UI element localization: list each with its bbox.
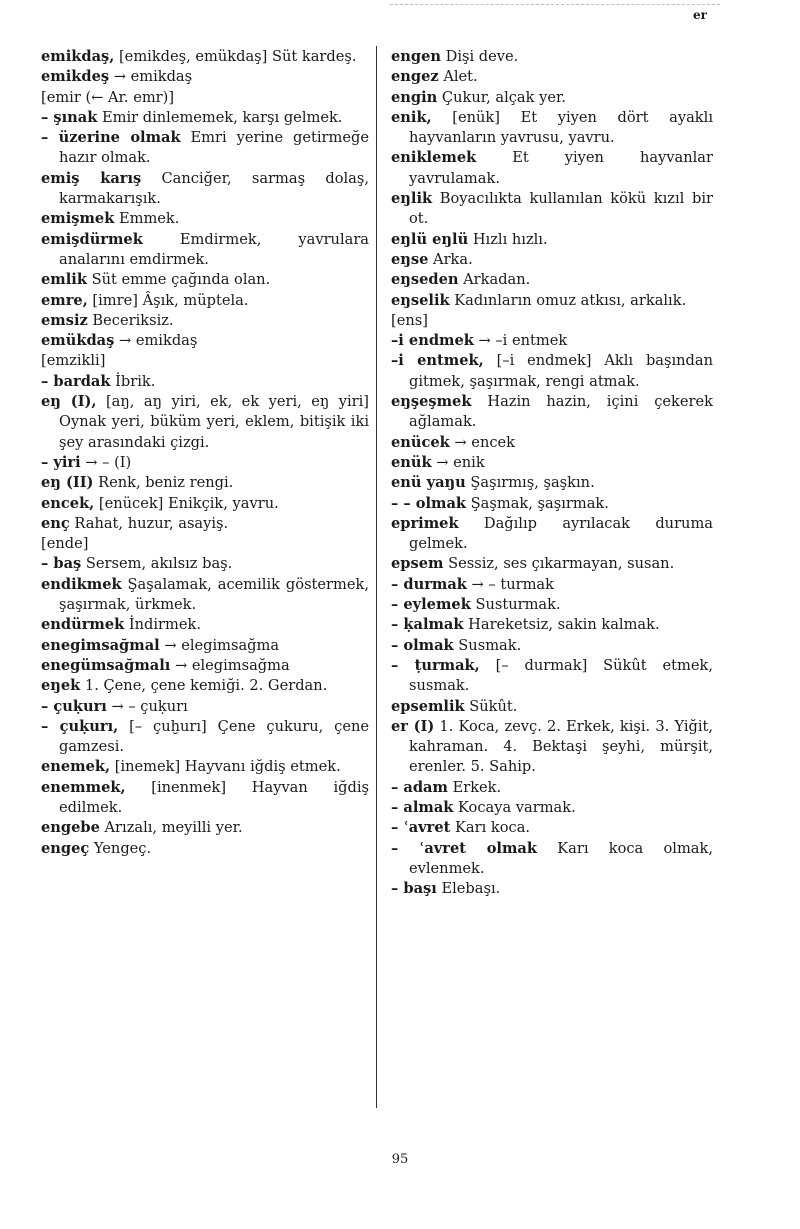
dictionary-entry xyxy=(391,291,713,311)
dictionary-entry xyxy=(391,514,713,555)
entry-definition: Susmak. xyxy=(453,636,522,654)
entry-definition: Dişi deve. xyxy=(441,48,519,65)
entry-definition: Hazin hazin, içini çekerek ağlamak. xyxy=(409,393,713,431)
dictionary-entry xyxy=(391,47,713,67)
entry-headword: eŋşeşmek xyxy=(391,393,472,411)
entry-definition: Şaşırmış, şaşkın. xyxy=(465,474,595,492)
dictionary-entry xyxy=(391,818,713,838)
entry-headword: – ḳalmak xyxy=(391,616,464,634)
dictionary-entry xyxy=(41,311,369,331)
dictionary-entry xyxy=(391,494,713,514)
dictionary-entry xyxy=(391,148,713,189)
entry-definition: [inemek] Hayvanı iğdiş etmek. xyxy=(110,758,341,776)
dictionary-entry xyxy=(391,656,713,697)
entry-definition: Boyacılıkta kullanılan kökü kızıl bir ot. xyxy=(409,190,713,228)
entry-headword: – – olmak xyxy=(391,494,467,512)
entry-definition: Arka. xyxy=(428,250,473,268)
entry-headword: enücek xyxy=(391,433,450,451)
entry-definition: Sessiz, ses çıkarmayan, susan. xyxy=(443,555,675,573)
entry-definition: → elegimsağma xyxy=(159,636,280,654)
dictionary-entry xyxy=(391,615,713,635)
entry-definition: Elebaşı. xyxy=(436,880,501,898)
top-rule xyxy=(390,4,720,5)
entry-definition: 1. Çene, çene kemiği. 2. Gerdan. xyxy=(80,677,328,695)
dictionary-entry xyxy=(391,473,713,493)
entry-headword: encek, xyxy=(41,494,95,512)
entry-definition: Arkadan. xyxy=(458,271,531,289)
dictionary-entry xyxy=(391,717,713,778)
entry-definition: Karı koca olmak, evlenmek. xyxy=(409,839,713,877)
entry-definition: Emmek. xyxy=(114,210,180,228)
entry-definition: Yengeç. xyxy=(89,839,152,857)
entry-headword: –i entmek, xyxy=(391,352,484,370)
entry-definition: → encek xyxy=(449,433,515,451)
dictionary-entry xyxy=(391,453,713,473)
entry-definition: 1. Koca, zevç. 2. Erkek, kişi. 3. Yiğit, kahraman. 4. Bektaşi şeyhi, mürşit, erenler. 5. Sahip. xyxy=(409,717,714,776)
entry-headword: epsemlik xyxy=(391,697,465,715)
entry-definition: [ens] xyxy=(391,311,428,329)
page-number: 95 xyxy=(391,1152,409,1167)
entry-headword: epsem xyxy=(391,555,444,573)
dictionary-entry xyxy=(41,209,369,229)
dictionary-entry xyxy=(391,778,713,798)
entry-definition: İbrik. xyxy=(110,372,156,390)
dictionary-entry xyxy=(41,392,369,453)
entry-definition: Kadınların omuz atkısı, arkalık. xyxy=(449,291,687,309)
entry-definition: Hareketsiz, sakin kalmak. xyxy=(463,616,660,634)
entry-headword: enç xyxy=(41,514,70,532)
entry-headword: – almak xyxy=(391,798,454,816)
entry-headword: – çuḳurı, xyxy=(41,717,119,735)
dictionary-entry xyxy=(41,615,369,635)
entry-headword: – çuḳurı xyxy=(41,697,107,715)
entry-headword: emlik xyxy=(41,271,87,289)
dictionary-entry xyxy=(41,778,369,819)
entry-headword: emre, xyxy=(41,291,88,309)
dictionary-entry xyxy=(391,879,713,899)
entry-headword: emikdaş, xyxy=(41,48,115,65)
dictionary-entry xyxy=(391,189,713,230)
dictionary-entry xyxy=(391,270,713,290)
entry-headword: engin xyxy=(391,88,438,106)
dictionary-entry xyxy=(391,351,713,392)
entry-headword: emişdürmek xyxy=(41,230,143,248)
dictionary-entry xyxy=(41,230,369,271)
dictionary-entry xyxy=(41,656,369,676)
entry-headword: – başı xyxy=(391,880,437,898)
dictionary-entry xyxy=(391,331,713,351)
entry-headword: – ṭurmak, xyxy=(391,656,480,674)
entry-headword: eŋseden xyxy=(391,271,459,289)
entry-definition: [–i endmek] Aklı başından gitmek, şaşırmak, rengi atmak. xyxy=(409,352,713,390)
left-column xyxy=(41,47,369,859)
entry-headword: – eylemek xyxy=(391,596,471,614)
entry-headword: emişmek xyxy=(41,210,115,228)
entry-definition: → – (I) xyxy=(80,453,132,471)
dictionary-entry xyxy=(41,494,369,514)
running-head: er xyxy=(693,8,707,22)
entry-headword: enemek, xyxy=(41,758,111,776)
entry-definition: Karı koca. xyxy=(450,819,531,837)
entry-definition: Rahat, huzur, asayiş. xyxy=(69,514,229,532)
entry-headword: engez xyxy=(391,68,439,86)
entry-definition: [emir (← Ar. emr)] xyxy=(41,88,175,106)
dictionary-entry xyxy=(391,595,713,615)
entry-headword: eprimek xyxy=(391,514,459,532)
dictionary-entry xyxy=(41,757,369,777)
dictionary-entry xyxy=(41,636,369,656)
entry-definition: Alet. xyxy=(438,68,478,86)
entry-headword: enü yaŋu xyxy=(391,474,466,492)
entry-definition: Hızlı hızlı. xyxy=(468,230,548,248)
right-column xyxy=(391,47,713,899)
entry-definition: Dağılıp ayrılacak duruma gelmek. xyxy=(409,514,713,553)
dictionary-entry xyxy=(41,47,369,67)
entry-definition: [inenmek] Hayvan iğdiş edilmek. xyxy=(59,778,369,816)
dictionary-entry xyxy=(391,575,713,595)
dictionary-entry xyxy=(391,554,713,574)
entry-definition: Emir dinlememek, karşı gelmek. xyxy=(97,108,343,126)
entry-headword: emsiz xyxy=(41,311,88,329)
dictionary-entry xyxy=(41,839,369,859)
entry-definition: Beceriksiz. xyxy=(87,311,174,329)
entry-definition: [– çuḫurı] Çene çukuru, çene gamzesi. xyxy=(59,717,370,756)
entry-headword: enük xyxy=(391,453,432,471)
dictionary-entry xyxy=(41,291,369,311)
dictionary-entry xyxy=(41,453,369,473)
entry-definition: [emzikli] xyxy=(41,352,106,370)
entry-headword: eŋselik xyxy=(391,291,450,309)
dictionary-entry xyxy=(41,108,369,128)
entry-headword: – adam xyxy=(391,778,448,796)
entry-headword: – ʿavret xyxy=(391,819,451,837)
entry-definition: [enücek] Enikçik, yavru. xyxy=(94,494,279,512)
dictionary-entry xyxy=(41,372,369,392)
dictionary-entry xyxy=(41,473,369,493)
entry-definition: [imre] Âşık, müptela. xyxy=(87,291,249,309)
dictionary-entry xyxy=(41,717,369,758)
column-divider xyxy=(376,46,377,1108)
dictionary-entry xyxy=(391,88,713,108)
dictionary-entry xyxy=(41,331,369,351)
dictionary-entry xyxy=(391,433,713,453)
entry-headword: eŋek xyxy=(41,677,81,695)
dictionary-entry xyxy=(391,798,713,818)
entry-definition: → emikdaş xyxy=(109,68,193,86)
entry-headword: – baş xyxy=(41,555,82,573)
entry-definition: [enük] Et yiyen dört ayaklı hayvanların yavrusu, yavru. xyxy=(409,108,713,147)
entry-headword: enegümsağmalı xyxy=(41,656,171,674)
entry-definition: Kocaya varmak. xyxy=(453,798,576,816)
entry-headword: emiş karış xyxy=(41,169,142,187)
entry-headword: endürmek xyxy=(41,616,125,634)
entry-headword: – şınak xyxy=(41,108,98,126)
entry-definition: Sersem, akılsız baş. xyxy=(81,555,233,573)
entry-headword: emikdeş xyxy=(41,68,110,86)
entry-headword: enegimsağmal xyxy=(41,636,160,654)
entry-headword: enik, xyxy=(391,108,432,126)
entry-definition: → – çuḳurı xyxy=(106,697,188,715)
entry-definition: Susturmak. xyxy=(470,596,561,614)
entry-definition: Canciğer, sarmaş dolaş, karmakarışık. xyxy=(59,169,369,208)
entry-definition: Et yiyen hayvanlar yavrulamak. xyxy=(409,149,713,187)
entry-definition: [ende] xyxy=(41,535,89,553)
dictionary-entry xyxy=(41,554,369,574)
dictionary-entry xyxy=(41,697,369,717)
entry-definition: İndirmek. xyxy=(124,616,201,634)
entry-headword: –i endmek xyxy=(391,332,474,350)
entry-definition: → emikdaş xyxy=(114,332,198,350)
dictionary-entry xyxy=(391,392,713,433)
entry-headword: er (I) xyxy=(391,717,435,735)
entry-definition: [– durmak] Sükût etmek, susmak. xyxy=(409,656,713,695)
dictionary-entry xyxy=(41,128,369,169)
dictionary-entry xyxy=(391,108,713,149)
entry-headword: emükdaş xyxy=(41,332,115,350)
dictionary-entry xyxy=(41,169,369,210)
entry-headword: eŋlü eŋlü xyxy=(391,230,469,248)
entry-definition: → enik xyxy=(431,453,485,471)
entry-definition: → – turmak xyxy=(466,575,554,593)
dictionary-entry xyxy=(41,514,369,534)
entry-headword: eŋ (I), xyxy=(41,393,97,411)
dictionary-entry xyxy=(41,88,369,108)
entry-definition: Şaşalamak, acemilik göstermek, şaşırmak, ürkmek. xyxy=(59,575,369,614)
dictionary-entry xyxy=(391,697,713,717)
dictionary-entry xyxy=(41,818,369,838)
entry-headword: eŋ (II) xyxy=(41,474,94,492)
entry-headword: engeç xyxy=(41,839,90,857)
entry-definition: [aŋ, aŋ yiri, ek, ek yeri, eŋ yiri] Oynak yeri, büküm yeri, eklem, bitişik iki şey arasındaki çizgi. xyxy=(59,393,369,451)
dictionary-entry xyxy=(391,311,713,331)
entry-definition: → –i entmek xyxy=(473,332,568,350)
entry-headword: eŋse xyxy=(391,250,429,268)
entry-headword: eŋlik xyxy=(391,190,433,208)
entry-headword: eniklemek xyxy=(391,149,477,167)
entry-definition: [emikdeş, emükdaş] Süt kardeş. xyxy=(114,48,357,65)
entry-definition: Emri yerine getirmeğe hazır olmak. xyxy=(59,129,369,167)
entry-headword: – yiri xyxy=(41,453,81,471)
entry-headword: – bardak xyxy=(41,372,111,390)
dictionary-entry xyxy=(391,636,713,656)
entry-definition: Renk, beniz rengi. xyxy=(93,474,234,492)
entry-definition: Çukur, alçak yer. xyxy=(437,88,566,106)
entry-headword: engebe xyxy=(41,819,100,837)
entry-headword: endikmek xyxy=(41,575,122,593)
entry-headword: – ʿavret olmak xyxy=(391,839,537,857)
entry-headword: – olmak xyxy=(391,636,454,654)
entry-definition: Erkek. xyxy=(447,778,502,796)
entry-definition: Şaşmak, şaşırmak. xyxy=(466,494,609,512)
entry-definition: → elegimsağma xyxy=(170,656,290,674)
dictionary-entry xyxy=(391,250,713,270)
dictionary-entry xyxy=(41,676,369,696)
entry-definition: Arızalı, meyilli yer. xyxy=(99,819,243,837)
dictionary-entry xyxy=(41,270,369,290)
dictionary-entry xyxy=(41,67,369,87)
dictionary-entry xyxy=(41,575,369,616)
entry-definition: Sükût. xyxy=(464,697,518,715)
dictionary-entry xyxy=(41,534,369,554)
dictionary-entry xyxy=(391,230,713,250)
entry-definition: Süt emme çağında olan. xyxy=(86,271,271,289)
entry-headword: – durmak xyxy=(391,575,467,593)
entry-headword: enemmek, xyxy=(41,778,126,796)
dictionary-entry xyxy=(391,67,713,87)
entry-definition: Emdirmek, yavrulara analarını emdirmek. xyxy=(59,230,369,268)
dictionary-entry xyxy=(391,839,713,880)
entry-headword: engen xyxy=(391,48,441,65)
dictionary-entry xyxy=(41,351,369,371)
entry-headword: – üzerine olmak xyxy=(41,129,181,147)
